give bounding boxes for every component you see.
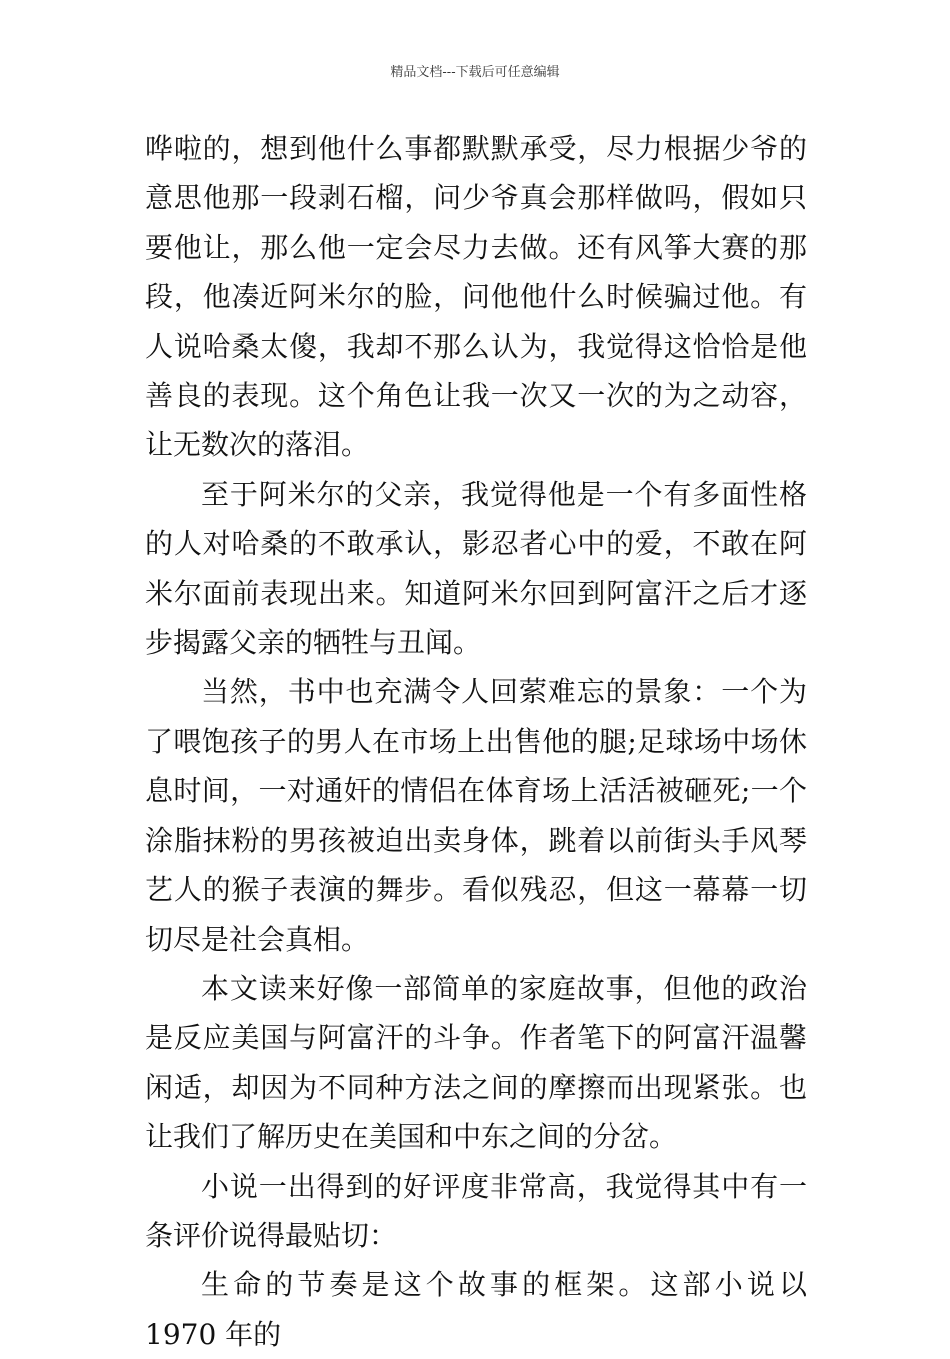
body-text bbox=[145, 124, 807, 1359]
paragraph: 至于阿米尔的父亲，我觉得他是一个有多面性格的人对哈桑的不敢承认，影忍者心中的爱，不敢在阿米尔面前表现出来。知道阿米尔回到阿富汗之后才逐步揭露父亲的牺牲与丑闻。 bbox=[145, 477, 807, 660]
paragraph: 哗啦的，想到他什么事都默默承受，尽力根据少爷的意思他那一段剥石榴，问少爷真会那样做吗，假如只要他让，那么他一定会尽力去做。还有风筝大赛的那段，他凑近阿米尔的脸，问他他什么时候骗过他。有人说哈桑太傻，我却不那么认为，我觉得这恰恰是他善良的表现。这个角色让我一次又一次的为之动容，让无数次的落泪。 bbox=[145, 132, 807, 462]
paragraph: 当然，书中也充满令人回萦难忘的景象：一个为了喂饱孩子的男人在市场上出售他的腿;足球场中场休息时间，一对通奸的情侣在体育场上活活被砸死;一个涂脂抹粉的男孩被迫出卖身体，跳着以前街头手风琴艺人的猴子表演的舞步。看似残忍，但这一幕幕一切切尽是社会真相。 bbox=[145, 675, 807, 956]
paragraph: 小说一出得到的好评度非常高，我觉得其中有一条评价说得最贴切： bbox=[145, 1169, 807, 1252]
page-header: 精品文档---下载后可任意编辑 bbox=[390, 65, 560, 80]
paragraph: 本文读来好像一部简单的家庭故事，但他的政治是反应美国与阿富汗的斗争。作者笔下的阿富汗温馨闲适，却因为不同种方法之间的摩擦而出现紧张。也让我们了解历史在美国和中东之间的分岔。 bbox=[145, 971, 807, 1154]
paragraph: 生命的节奏是这个故事的框架。这部小说以 1970 年的 bbox=[145, 1268, 807, 1351]
